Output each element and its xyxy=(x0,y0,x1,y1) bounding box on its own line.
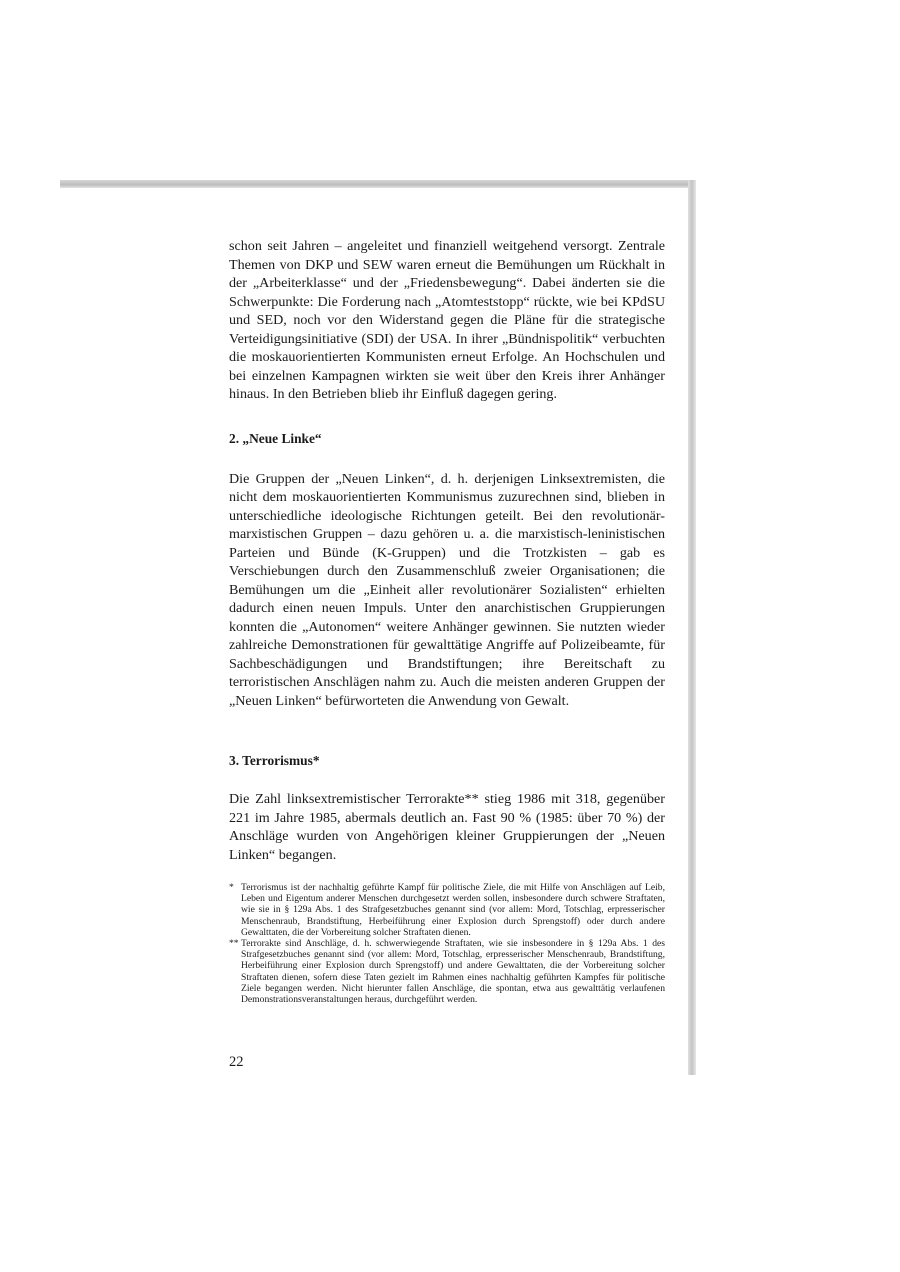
footnote-text: Terrorismus ist der nachhaltig geführte Kampf für politische Ziele, die mit Hilfe von Anschlägen auf Leib, Leben und Eigentum anderer Menschen durchgesetzt werden sollen, insbesondere durch schwere Straftaten, wie sie in § 129a Abs. 1 des Strafgesetzbuches genannt sind (vor allem: Mord, Totschlag, erpresserischer Menschenraub, Brandstiftung, Herbeiführung einer Explosion durch Sprengstoff) oder durch andere Gewalttaten, die der Vorbereitung solcher Straftaten dienen. xyxy=(241,882,665,938)
paragraph-dkp-sew: schon seit Jahren – angeleitet und finanziell weitgehend versorgt. Zentrale Themen von DKP und SEW waren erneut die Bemühungen um Rückhalt in der „Arbeiterklasse“ und der „Friedensbewegung“. Dabei änderten sie die Schwerpunkte: Die Forderung nach „Atomteststopp“ rückte, wie bei KPdSU und SED, noch vor den Widerstand gegen die Pläne für die strategische Verteidigungsinitiative (SDI) der USA. In ihrer „Bündnispolitik“ verbuchten die moskauorientierten Kommunisten erneut Erfolge. An Hochschulen und bei einzelnen Kampagnen wirkten sie weit über den Kreis ihrer Anhänger hinaus. In den Betrieben blieb ihr Einfluß dagegen gering. xyxy=(229,238,665,402)
section-heading-terrorismus: 3. Terrorismus* xyxy=(229,753,320,768)
scan-edge-top xyxy=(60,180,695,188)
footnote xyxy=(229,938,665,1005)
paragraph-neue-linke: Die Gruppen der „Neuen Linken“, d. h. derjenigen Linksextremisten, die nicht dem moskauorientierten Kommunismus zuzurechnen sind, blieben in unterschiedliche ideologische Richtungen geteilt. Bei den revolutionär-marxistischen Gruppen – dazu gehören u. a. die marxistisch-leninistischen Parteien und Bünde (K-Gruppen) und die Trotzkisten – gab es Verschiebungen durch den Zusammenschluß zweier Organisationen; die Bemühungen um die „Einheit aller revolutionärer Sozialisten“ erhielten dadurch einen neuen Impuls. Unter den anarchistischen Gruppierungen konnten die „Autonomen“ weitere Anhänger gewinnen. Sie nutzten wieder zahlreiche Demonstrationen für gewalttätige Angriffe auf Polizeibeamte, für Sachbeschädigungen und Brandstiftungen; ihre Bereitschaft zu terroristischen Anschlägen nahm zu. Auch die meisten anderen Gruppen der „Neuen Linken“ befürworteten die Anwendung von Gewalt. xyxy=(229,470,665,709)
page-number: 22 xyxy=(229,1054,244,1070)
paragraph-terrorakte: Die Zahl linksextremistischer Terrorakte** stieg 1986 mit 318, gegenüber 221 im Jahre 1985, abermals deutlich an. Fast 90 % (1985: über 70 %) der Anschläge wurden von Angehörigen kleiner Gruppierungen der „Neuen Linken“ begangen. xyxy=(229,791,665,863)
page-body xyxy=(229,237,665,1005)
footnote-mark: ** xyxy=(229,938,239,950)
footnotes xyxy=(229,882,665,1005)
scan-edge-right xyxy=(688,180,696,1075)
footnote xyxy=(229,882,665,938)
footnote-mark: * xyxy=(229,882,234,893)
section-heading-neue-linke: 2. „Neue Linke“ xyxy=(229,430,322,446)
footnote-text: Terrorakte sind Anschläge, d. h. schwerwiegende Straftaten, wie sie insbesondere in § 129a Abs. 1 des Strafgesetzbuches genannt sind (vor allem: Mord, Totschlag, erpresserischer Menschenraub, Brandstiftung, Herbeiführung einer Explosion durch Sprengstoff) und andere Gewalttaten, die der Vorbereitung solcher Straftaten dienen, sofern diese Taten gezielt im Rahmen eines nachhaltig geführten Kampfes für politische Ziele begangen werden. Nicht hierunter fallen Anschläge, die spontan, etwa aus gewalttätig verlaufenen Demonstrationsveranstaltungen heraus, durchgeführt werden. xyxy=(241,938,665,1006)
